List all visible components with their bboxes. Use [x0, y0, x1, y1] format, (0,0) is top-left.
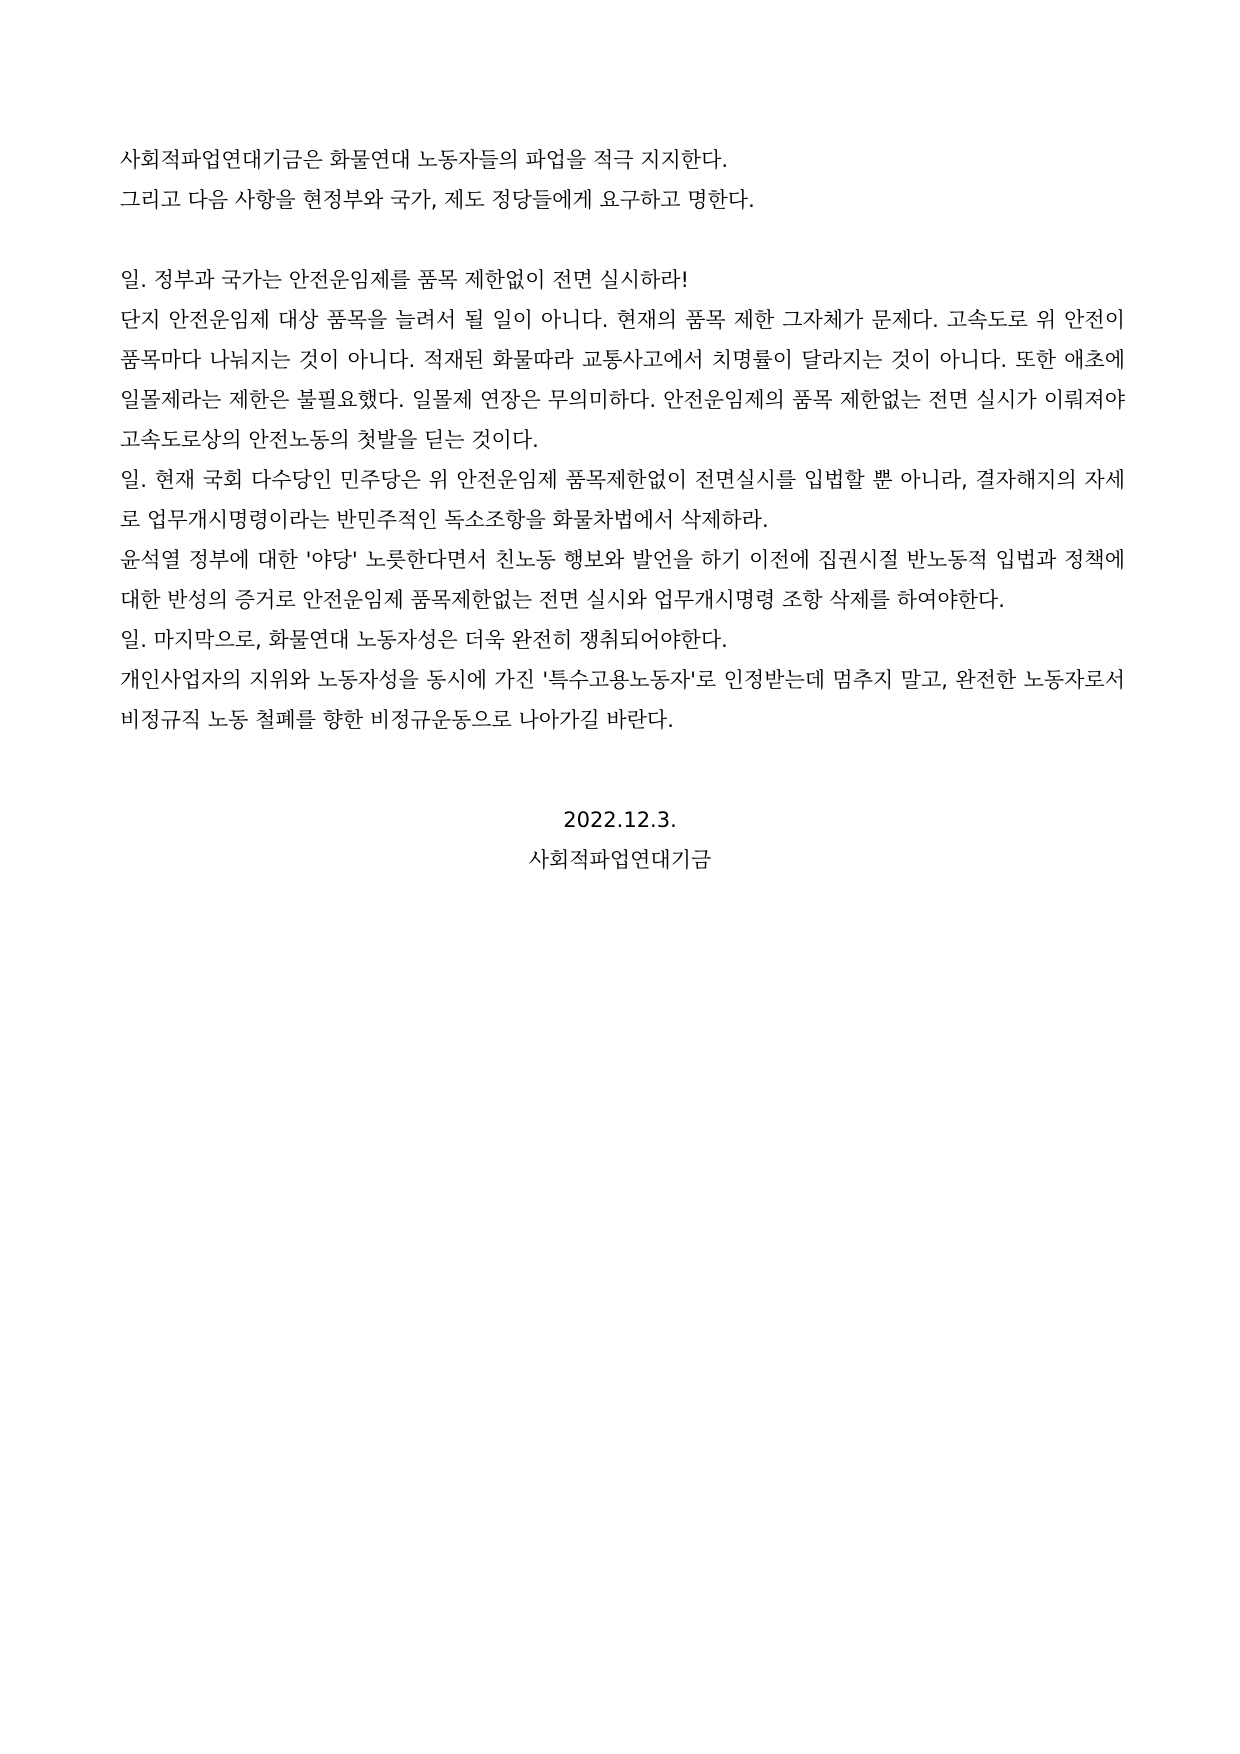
- demand-3-heading: 일. 마지막으로, 화물연대 노동자성은 더욱 완전히 쟁취되어야한다.: [120, 628, 728, 652]
- demand-1-body: 단지 안전운임제 대상 품목을 늘려서 될 일이 아니다. 현재의 품목 제한 그자체가 문제다. 고속도로 위 안전이 품목마다 나눠지는 것이 아니다. 적재된 화물따라 교통사고에서 치명률이 달라지는 것이 아니다. 또한 애초에 일몰제라는 제한은 불필요했다. 일몰제 연장은 무의미하다. 안전운임제의 품목 제한없는 전면 실시가 이뤄져야 고속도로상의 안전노동의 첫발을 딛는 것이다.: [120, 308, 1125, 452]
- demand-2-body: 윤석열 정부에 대한 '야당' 노릇한다면서 친노동 행보와 발언을 하기 이전에 집권시절 반노동적 입법과 정책에 대한 반성의 증거로 안전운임제 품목제한없는 전면 실시와 업무개시명령 조항 삭제를 하여야한다.: [120, 548, 1125, 612]
- demand-3-body: 개인사업자의 지위와 노동자성을 동시에 가진 '특수고용노동자'로 인정받는데 멈추지 말고, 완전한 노동자로서 비정규직 노동 철폐를 향한 비정규운동으로 나아가길 바란다.: [120, 668, 1125, 732]
- paragraph-spacer: [120, 220, 1125, 260]
- document-body: [120, 140, 1125, 740]
- intro-line-2: 그리고 다음 사항을 현정부와 국가, 제도 정당들에게 요구하고 명한다.: [120, 188, 755, 212]
- signature-block: [0, 800, 1240, 880]
- demand-1-heading: 일. 정부과 국가는 안전운임제를 품목 제한없이 전면 실시하라!: [120, 268, 689, 292]
- demand-2-heading: 일. 현재 국회 다수당인 민주당은 위 안전운임제 품목제한없이 전면실시를 입법할 뿐 아니라, 결자해지의 자세로 업무개시명령이라는 반민주적인 독소조항을 화물차법에서 삭제하라.: [120, 468, 1125, 532]
- intro-line-1: 사회적파업연대기금은 화물연대 노동자들의 파업을 적극 지지한다.: [120, 148, 729, 172]
- signature-organization: 사회적파업연대기금: [528, 848, 712, 872]
- signature-date: 2022.12.3.: [563, 808, 677, 832]
